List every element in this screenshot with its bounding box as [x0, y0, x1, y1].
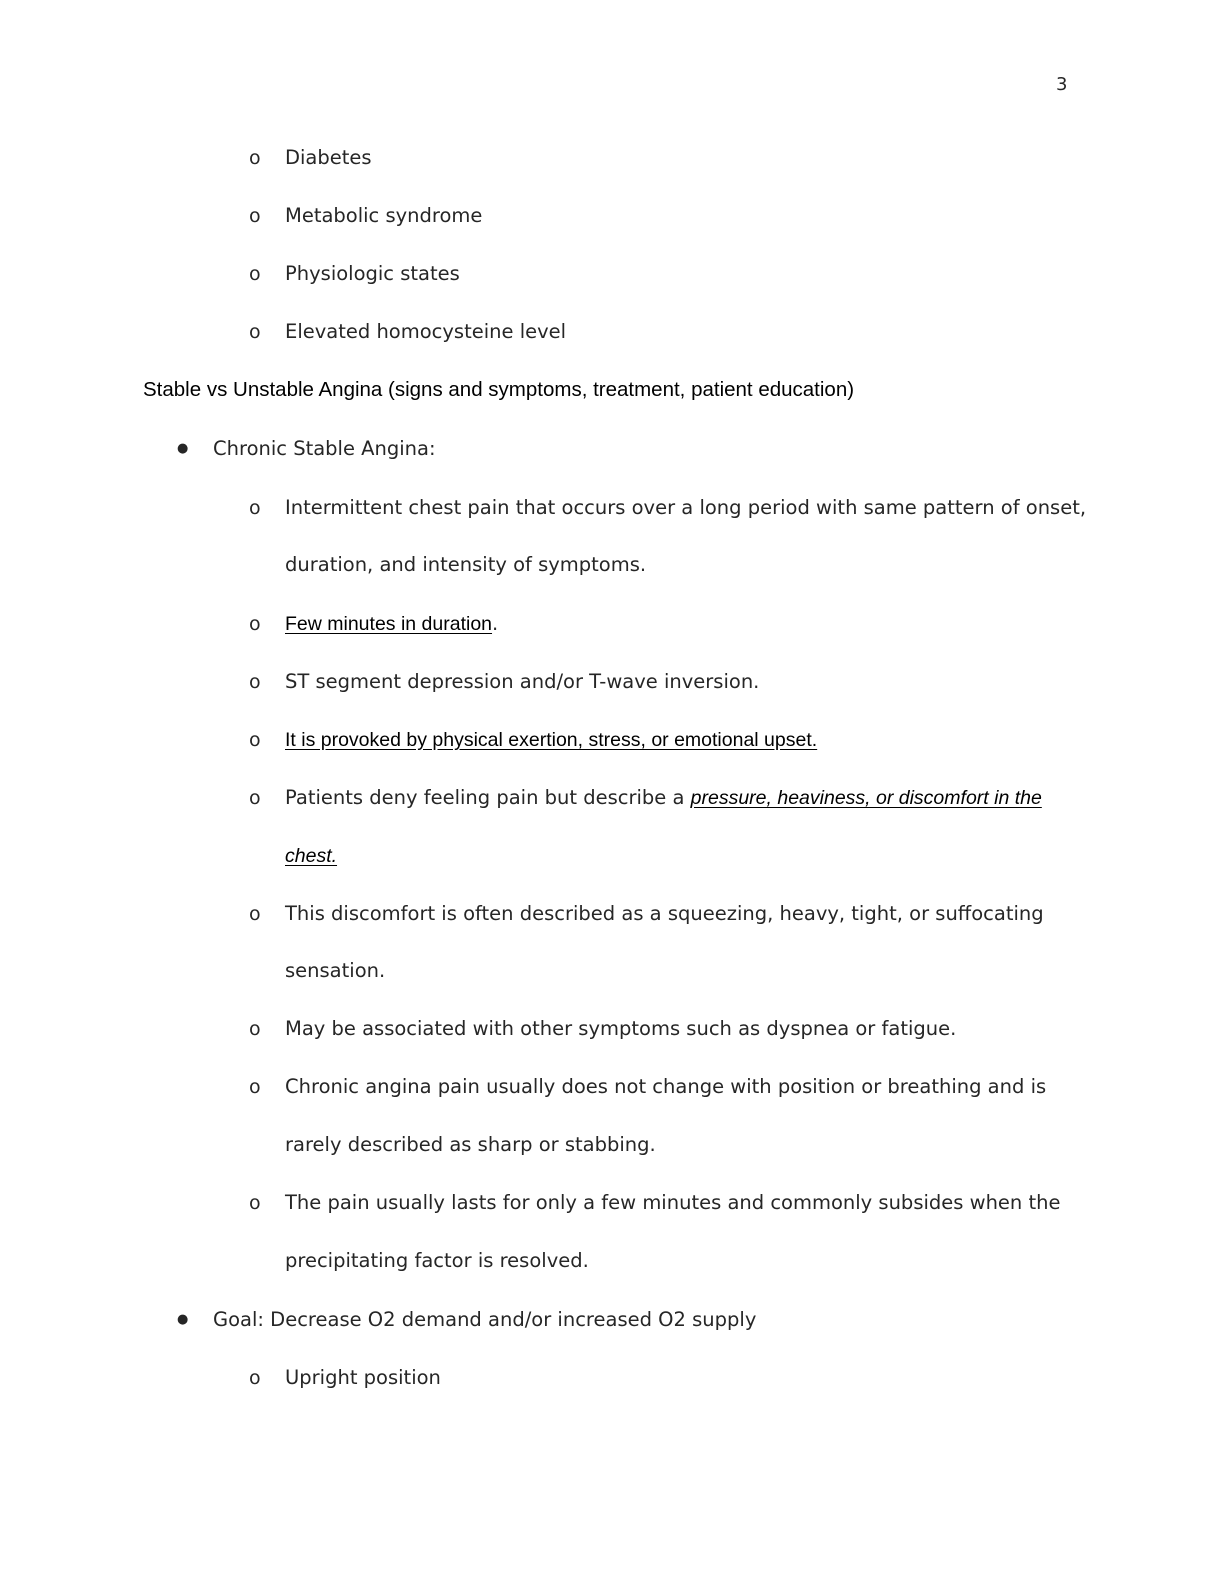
bullet-marker: ● [177, 441, 189, 456]
list-marker: o [249, 903, 261, 925]
chronic-item-9-line-1: The pain usually lasts for only a few minutes and commonly subsides when the [285, 1191, 1061, 1214]
item-lead: Patients deny feeling pain but describe a [285, 786, 691, 809]
chronic-item-6-line-2: sensation. [285, 959, 386, 982]
emphasis-text: chest. [285, 845, 338, 867]
list-marker: o [249, 321, 261, 343]
chronic-item-6-line-1: This discomfort is often described as a squeezing, heavy, tight, or suffocating [285, 902, 1044, 925]
list-item-physiologic-states: Physiologic states [285, 262, 460, 285]
chronic-stable-angina-label: Chronic Stable Angina: [213, 437, 436, 460]
emphasis-text: It is provoked by physical exertion, stress, or emotional upset. [285, 729, 818, 751]
goal-item-1: Upright position [285, 1366, 441, 1389]
bullet-marker: ● [177, 1312, 189, 1327]
chronic-item-2 [285, 609, 498, 639]
list-marker: o [249, 497, 261, 519]
emphasis-text: Few minutes in duration [285, 613, 493, 635]
list-marker: o [249, 205, 261, 227]
item-tail: . [492, 612, 499, 635]
list-marker: o [249, 613, 261, 635]
chronic-item-8-line-2: rarely described as sharp or stabbing. [285, 1133, 656, 1156]
goal-label: Goal: Decrease O2 demand and/or increased O2 supply [213, 1308, 757, 1331]
list-marker: o [249, 1367, 261, 1389]
list-item-metabolic-syndrome: Metabolic syndrome [285, 204, 483, 227]
list-marker: o [249, 263, 261, 285]
list-marker: o [249, 147, 261, 169]
chronic-item-5-line-2 [285, 841, 337, 871]
list-marker: o [249, 671, 261, 693]
chronic-item-5-line-1 [285, 783, 1042, 813]
list-item-homocysteine: Elevated homocysteine level [285, 320, 567, 343]
list-marker: o [249, 729, 261, 751]
chronic-item-7: May be associated with other symptoms such as dyspnea or fatigue. [285, 1017, 957, 1040]
section-heading: Stable vs Unstable Angina (signs and symptoms, treatment, patient education) [143, 378, 855, 401]
chronic-item-3: ST segment depression and/or T-wave inversion. [285, 670, 760, 693]
list-marker: o [249, 1018, 261, 1040]
list-item-diabetes: Diabetes [285, 146, 372, 169]
list-marker: o [249, 787, 261, 809]
list-marker: o [249, 1076, 261, 1098]
chronic-item-4 [285, 725, 817, 755]
emphasis-text: pressure, heaviness, or discomfort in the [690, 787, 1042, 809]
chronic-item-9-line-2: precipitating factor is resolved. [285, 1249, 589, 1272]
chronic-item-1-line-2: duration, and intensity of symptoms. [285, 553, 647, 576]
chronic-item-8-line-1: Chronic angina pain usually does not change with position or breathing and is [285, 1075, 1047, 1098]
list-marker: o [249, 1192, 261, 1214]
chronic-item-1-line-1: Intermittent chest pain that occurs over a long period with same pattern of onset, [285, 496, 1087, 519]
page-number: 3 [1056, 74, 1068, 95]
